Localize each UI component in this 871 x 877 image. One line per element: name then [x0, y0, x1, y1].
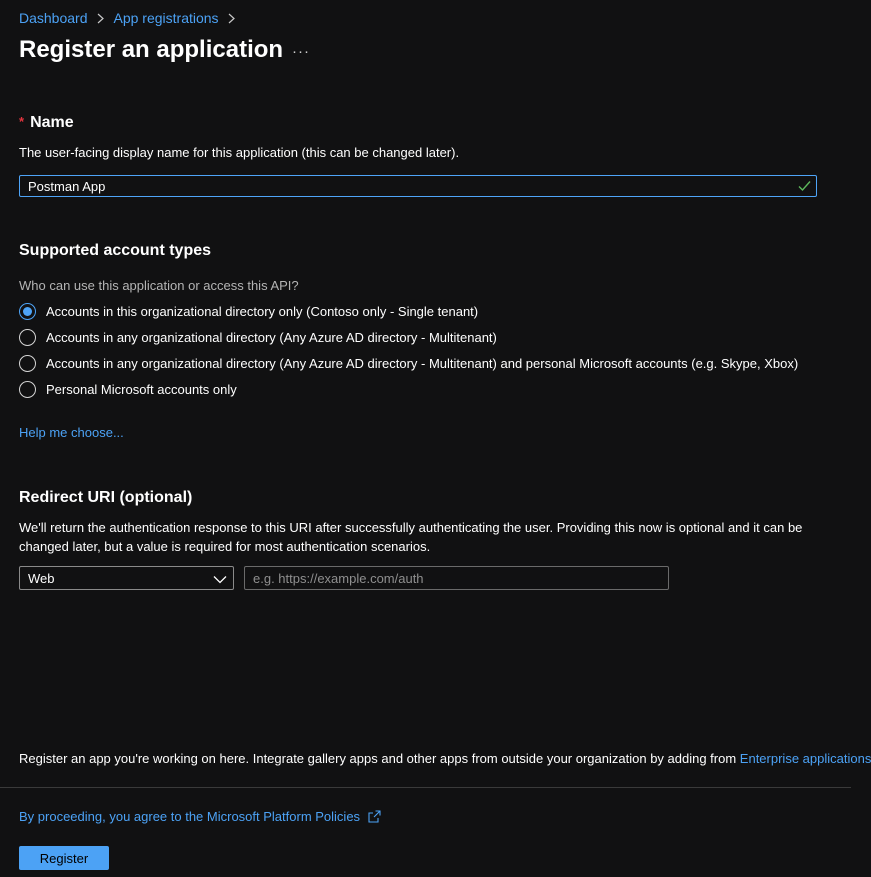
redirect-uri-description: We'll return the authentication response to this URI after successfully authenticating the user. Providing this now is optional and it can be changed later, but a value is required for most authentication scenarios.	[19, 520, 803, 554]
name-label-text: Name	[30, 114, 74, 131]
chevron-right-icon	[97, 13, 104, 24]
radio-button[interactable]	[19, 303, 36, 320]
platform-policies-link[interactable]: By proceeding, you agree to the Microsoft Platform Policies	[19, 809, 361, 824]
breadcrumb-dashboard-link[interactable]: Dashboard	[19, 10, 88, 26]
register-info-text: Register an app you're working on here. Integrate gallery apps and other apps from outside your organization by adding from Enterprise applications	[19, 751, 871, 766]
redirect-uri-input[interactable]	[244, 566, 669, 590]
account-type-option-multitenant[interactable]	[19, 329, 497, 346]
breadcrumb-app-registrations-link[interactable]: App registrations	[113, 10, 219, 26]
account-types-question: Who can use this application or access this API?	[19, 278, 299, 293]
radio-label: Accounts in any organizational directory (Any Azure AD directory - Multitenant) and personal Microsoft accounts (e.g. Skype, Xbox)	[46, 356, 799, 371]
divider	[0, 787, 851, 788]
radio-button[interactable]	[19, 329, 36, 346]
more-options-button[interactable]: ···	[292, 43, 310, 60]
radio-label: Accounts in this organizational directory only (Contoso only - Single tenant)	[46, 304, 479, 319]
register-button[interactable]: Register	[19, 846, 109, 870]
radio-button[interactable]	[19, 381, 36, 398]
breadcrumb	[19, 10, 245, 26]
account-type-option-personal[interactable]	[19, 381, 237, 398]
page-title: Register an application	[19, 36, 284, 63]
account-type-option-multitenant-personal[interactable]	[19, 355, 798, 372]
radio-label: Accounts in any organizational directory (Any Azure AD directory - Multitenant)	[46, 330, 497, 345]
redirect-uri-title: Redirect URI (optional)	[19, 489, 193, 506]
account-types-title: Supported account types	[19, 242, 212, 259]
app-name-value: Postman App	[28, 178, 106, 194]
name-label	[19, 114, 74, 132]
account-type-option-single-tenant[interactable]	[19, 303, 478, 320]
chevron-right-icon	[228, 13, 235, 24]
help-me-choose-link[interactable]: Help me choose...	[19, 425, 124, 440]
enterprise-applications-link[interactable]: Enterprise applications	[739, 751, 871, 766]
chevron-down-icon	[213, 572, 227, 587]
app-name-input[interactable]	[19, 175, 817, 197]
required-marker: *	[19, 113, 25, 129]
radio-label: Personal Microsoft accounts only	[46, 382, 237, 397]
external-link-icon	[368, 810, 381, 823]
name-description: The user-facing display name for this application (this can be changed later).	[19, 145, 460, 160]
platform-select-value: Web	[28, 570, 55, 586]
radio-button[interactable]	[19, 355, 36, 372]
checkmark-icon	[798, 180, 811, 195]
platform-policies	[19, 809, 381, 824]
platform-select[interactable]	[19, 566, 234, 590]
